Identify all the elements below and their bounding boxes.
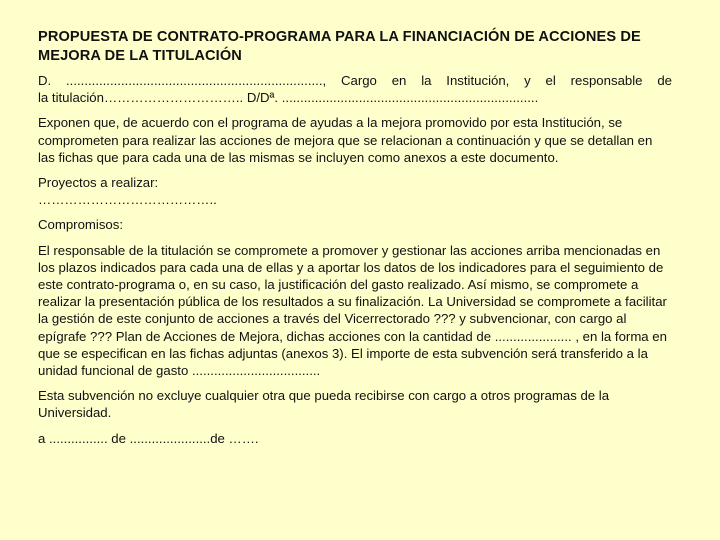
- proyectos-placeholder: …………………………………..: [38, 192, 217, 208]
- exponen-paragraph: Exponen que, de acuerdo con el programa de ayudas a la mejora promovido por esta Institución, se comprometen para realizar las acciones de mejora que se relacionan a continuación y que se detallan en las fichas que para cada una de las mismas se incluyen como anexos a este documento.: [38, 115, 653, 165]
- proyectos-label: Proyectos a realizar:: [38, 175, 159, 191]
- intro-paragraph: [38, 72, 672, 106]
- compromisos-label: Compromisos:: [38, 217, 124, 233]
- subvencion-paragraph: Esta subvención no excluye cualquier otra que pueda recibirse con cargo a otros programas de la Universidad.: [38, 388, 610, 421]
- proyectos-section: [38, 174, 672, 208]
- compromisos-paragraph: El responsable de la titulación se compromete a promover y gestionar las acciones arriba mencionadas en los plazos indicados para cada una de ellas y a aportar los datos de los indicadores para el seguimiento de este contrato-programa o, en su caso, la justificación del gasto realizado. Así mismo, se compromete a realizar la presentación pública de los resultados a su finalización. La Universidad se compromete a facilitar la gestión de este conjunto de acciones a través del Vicerrectorado ??? y subvencionar, con cargo al epígrafe ??? Plan de Acciones de Mejora, dichas acciones con la cantidad de ..................... , en la forma en que se especifican en las fichas adjuntas (anexos 3). El importe de esta subvención será transferido a la unidad funcional de gasto ...................................: [38, 242, 667, 379]
- intro-line-1: D. ......................................................................, Cargo en la Institución, y el responsable de: [38, 73, 672, 88]
- document-title: PROPUESTA DE CONTRATO-PROGRAMA PARA LA FINANCIACIÓN DE ACCIONES DE MEJORA DE LA TITULACIÓN: [38, 29, 641, 64]
- fecha-line: a ................ de ......................de …….: [38, 430, 259, 446]
- intro-line-2: la titulación………………………….. D/Dª. ......................................................................: [38, 90, 539, 106]
